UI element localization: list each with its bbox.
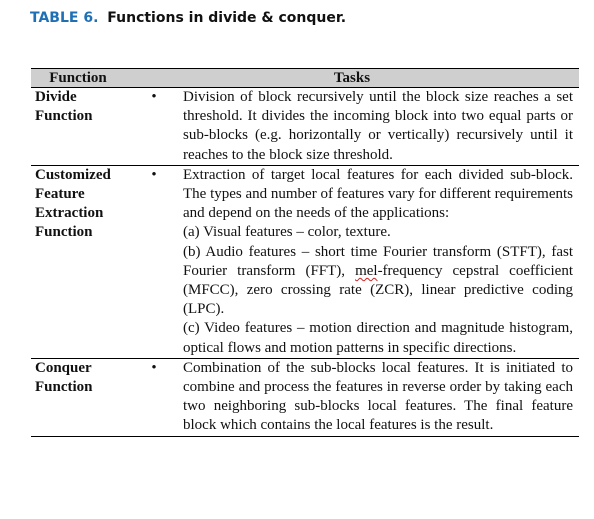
- task-paragraph: Combination of the sub-blocks local features. It is initiated to combine and process the features in reverse order by taking each two neighboring sub-blocks local features. The final feature block which contains the local features is the result.: [183, 359, 573, 434]
- bullet: •: [125, 358, 183, 436]
- function-name-line: Extraction: [35, 205, 104, 222]
- table-row-conquer: [31, 358, 579, 436]
- task-cell: [183, 358, 579, 436]
- task-paragraph: Division of block recursively until the block size reaches a set threshold. It divides the incoming block into two equal parts or sub-blocks (e.g. horizontally or vertically) recursively until it reaches to the block size threshold.: [183, 89, 573, 163]
- table-caption: [30, 10, 346, 26]
- table-title: Functions in divide & conquer.: [107, 10, 347, 26]
- functions-table: [31, 68, 579, 437]
- header-tasks: Tasks: [125, 69, 579, 88]
- table-header-row: [31, 69, 579, 88]
- function-name-line: Divide: [35, 89, 77, 105]
- task-paragraph-audio: [183, 243, 573, 320]
- bullet: •: [125, 165, 183, 358]
- spellcheck-flagged-word: mel: [355, 262, 378, 279]
- function-name-line: Function: [35, 379, 93, 396]
- function-name-line: Feature: [35, 186, 85, 203]
- function-cell: [31, 88, 125, 166]
- header-function: Function: [31, 69, 125, 88]
- table-row-divide: [31, 88, 579, 166]
- audio-text-before: (b) Audio features – short time Fourier transform (STFT), fast Fourier transform (FFT),: [183, 243, 573, 279]
- function-name-line: Customized: [35, 166, 111, 183]
- table-row-customized: [31, 165, 579, 358]
- audio-text-after: -frequency cepstral coefficient (MFCC), zero crossing rate (ZCR), linear predictive coding (LPC).: [183, 262, 574, 318]
- function-cell: [31, 165, 125, 358]
- task-cell: [183, 165, 579, 358]
- function-name-line: Conquer: [35, 359, 92, 376]
- function-cell: [31, 358, 125, 436]
- task-paragraph: (a) Visual features – color, texture.: [183, 224, 391, 241]
- task-cell: [183, 88, 579, 166]
- function-name-line: Function: [35, 108, 93, 125]
- task-paragraph: Extraction of target local features for each divided sub-block. The types and number of features vary for different requirements and depend on the needs of the applications:: [183, 166, 573, 222]
- function-name-line: Function: [35, 224, 93, 241]
- task-paragraph: (c) Video features – motion direction and magnitude histogram, optical flows and motion patterns in specific directions.: [183, 320, 573, 356]
- bullet: •: [125, 88, 183, 166]
- table-number: TABLE 6.: [30, 10, 99, 26]
